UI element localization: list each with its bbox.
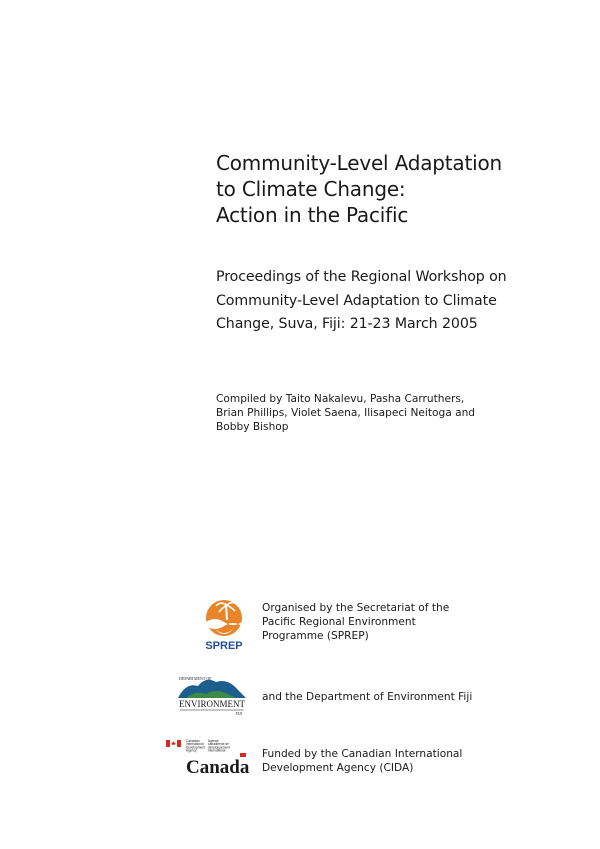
compiled-by <box>216 392 586 434</box>
cida-en-line-2: International <box>186 742 204 747</box>
sprep-organiser-text <box>262 601 449 643</box>
proceedings-subtitle <box>216 266 586 337</box>
cida-fr-line-4: international <box>208 748 226 753</box>
cida-fr-line-2: canadienne de <box>208 742 229 747</box>
compiled-line-1: Compiled by Taito Nakalevu, Pasha Carruthers, <box>216 393 465 405</box>
compiled-line-3: Bobby Bishop <box>216 421 289 433</box>
cida-en-line-3: Development <box>186 745 205 750</box>
cida-line-1: Funded by the Canadian International <box>262 748 463 760</box>
title-line-3: Action in the Pacific <box>216 203 409 227</box>
sprep-logo <box>200 596 248 652</box>
doe-text <box>262 690 472 704</box>
cida-en-line-4: Agency <box>186 748 197 753</box>
cida-en-line-1: Canadian <box>186 739 200 743</box>
compiled-line-2: Brian Phillips, Violet Saena, Ilisapeci Neitoga and <box>216 407 476 419</box>
document-title <box>216 150 576 228</box>
sprep-line-2: Pacific Regional Environment <box>262 616 416 628</box>
doe-logo-label-main: ENVIRONMENT <box>179 699 245 709</box>
proceedings-line-2: Community-Level Adaptation to Climate <box>216 292 497 309</box>
proceedings-line-1: Proceedings of the Regional Workshop on <box>216 269 507 285</box>
doe-fiji-logo <box>176 668 248 716</box>
title-line-1: Community-Level Adaptation <box>216 151 502 175</box>
proceedings-line-3: Change, Suva, Fiji: 21-23 March 2005 <box>216 316 478 332</box>
cida-fr-line-1: Agence <box>208 739 219 743</box>
doe-logo-label-sub: FIJI <box>235 711 242 716</box>
cida-canada-logo <box>164 738 252 776</box>
cida-funder-text <box>262 747 462 775</box>
doe-line-1: and the Department of Environment Fiji <box>262 691 473 703</box>
title-line-2: to Climate Change: <box>216 177 406 201</box>
canada-wordmark: Canada <box>186 757 250 776</box>
canada-wordmark-flag-icon <box>240 753 246 757</box>
sprep-line-1: Organised by the Secretariat of the <box>262 602 450 614</box>
doe-logo-label-top: DEPARTMENT OF <box>179 676 212 681</box>
cida-fr-line-3: développement <box>208 745 230 750</box>
sprep-logo-label: SPREP <box>205 640 243 652</box>
sprep-line-3: Programme (SPREP) <box>262 630 369 642</box>
cida-line-2: Development Agency (CIDA) <box>262 762 414 774</box>
